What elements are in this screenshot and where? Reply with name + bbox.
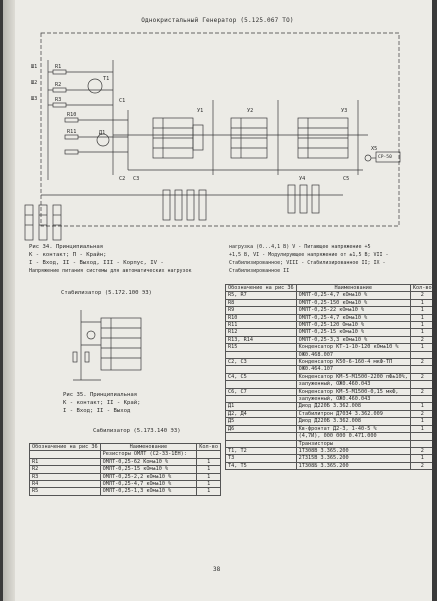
table-row: С6, С7 Конденсатор КМ-5-М1500-0,15 мкФ, 2 bbox=[226, 388, 433, 395]
label-c2: C2 bbox=[119, 176, 126, 182]
table-row: Д5 Диод Д220Б 3.362.008 1 bbox=[226, 418, 433, 425]
table-row: ОЖ0.468.007 bbox=[226, 351, 433, 358]
label-ch1: Ш1 bbox=[31, 64, 38, 70]
module-y2 bbox=[231, 118, 267, 158]
table-row: R5 ОМЛТ-0,25-1,3 кОм±10 % 1 bbox=[30, 488, 221, 495]
figure2-caption-line-1: Рис 35. Принципиальная bbox=[63, 392, 138, 398]
transistor-t1-symbol bbox=[88, 79, 102, 93]
output-connector-symbol bbox=[365, 155, 371, 161]
module-y3 bbox=[298, 118, 348, 158]
page-header: Однокристальный Генератор (5.125.067 ТО) bbox=[141, 17, 294, 24]
table-row: Д1 Диод Д220Б 3.362.008 1 bbox=[226, 403, 433, 410]
label-y2: У2 bbox=[247, 108, 254, 114]
lower-middle-blocks bbox=[163, 190, 206, 220]
schematic-frame bbox=[41, 33, 399, 226]
figure2-caption-line-2: К - контакт; II - Край; bbox=[63, 400, 141, 406]
table-row: Д6 Кв-фронтат Д2-3, 1-40-5 % 1 bbox=[226, 425, 433, 432]
table-left-header-qty: Кол-во bbox=[197, 444, 221, 451]
subtitle-stabilizer-2: Сабилизатор (5.173.140 ЭЗ) bbox=[93, 428, 181, 434]
label-r1: R1 bbox=[55, 64, 62, 70]
table-row: R1 ОМЛТ-0,25-62 Ком±10 % 1 bbox=[30, 458, 221, 465]
figure-caption-line-3: I - Вход, II - Выход, III - Корпус, IV - bbox=[29, 260, 164, 266]
figure-caption-line-4: Напряжение питания системы для автоматических нагрузок bbox=[29, 268, 192, 274]
table-row: R3 ОМЛТ-0,25-2,2 кОм±10 % 1 bbox=[30, 473, 221, 480]
label-r2: R2 bbox=[55, 82, 62, 88]
parts-table-left bbox=[29, 443, 221, 496]
table-right-header-qty: Кол-во bbox=[410, 285, 432, 292]
table-row: R8 ОМЛТ-0,25-150 кОм±10 % 1 bbox=[226, 299, 433, 306]
table-row: С4, С5 Конденсатор КМ-5-М1500-2200 пФ±10%, 2 bbox=[226, 373, 433, 380]
table-row: Резисторы ОМЛТ (С2-33-1ЕН): bbox=[30, 451, 221, 458]
right-caption-line-3: Стабилизированное; VIII - Стабилизированное II; IX - bbox=[229, 260, 386, 266]
label-y1: У1 bbox=[197, 108, 204, 114]
right-caption-line-4: Стабилизированное II bbox=[229, 268, 290, 274]
label-y4: У4 bbox=[299, 176, 306, 182]
table-left-header-name: Наименование bbox=[100, 444, 197, 451]
table-row: R12 ОМЛТ-0,25-15 кОм±10 % 1 bbox=[226, 329, 433, 336]
label-d1: Д1 bbox=[99, 130, 106, 136]
parts-table-right bbox=[225, 284, 432, 470]
label-r3: R3 bbox=[55, 97, 62, 103]
table-row: Транзисторы bbox=[226, 440, 433, 447]
right-caption-line-2: +1,5 В, VI - Модулирующее напряжение от ±1,5 В; VII - bbox=[229, 252, 389, 258]
table-row: R10 ОМЛТ-0,25-4,7 кОм±10 % 1 bbox=[226, 314, 433, 321]
table-left-header-designator: Обозначение на рис 36 bbox=[30, 444, 101, 451]
table-row: залуженный, ОЖ0.460.043 bbox=[226, 381, 433, 388]
module-y1 bbox=[153, 118, 203, 158]
label-r10: R10 bbox=[67, 112, 77, 118]
resistor-ladder bbox=[48, 60, 128, 180]
table-row: ОЖ0.464.107 bbox=[226, 366, 433, 373]
table-row: Т1, Т2 1Т308В 3.365.200 2 bbox=[226, 447, 433, 454]
table-row: R9 ОМЛТ-0,25-22 кОм±10 % 1 bbox=[226, 307, 433, 314]
table-right-header-designator: Обозначение на рис 36 bbox=[226, 285, 297, 292]
label-y3: У3 bbox=[341, 108, 348, 114]
lower-right-blocks bbox=[288, 185, 319, 213]
table-row: R2 ОМЛТ-0,25-15 кОм±10 % 1 bbox=[30, 466, 221, 473]
table-row: R15 Конденсатор КТ-1-10-120 кОм±10 % 1 bbox=[226, 344, 433, 351]
label-ch2: Ш2 bbox=[31, 80, 38, 86]
table-row: Т3 2Т315В 3.365.200 1 bbox=[226, 455, 433, 462]
figure2-caption-line-3: I - Вход; II - Выход bbox=[63, 408, 131, 414]
label-c3: C3 bbox=[133, 176, 140, 182]
page-number: 38 bbox=[213, 566, 221, 573]
label-c1: C1 bbox=[119, 98, 126, 104]
right-caption-line-1: нагрузка (0...4,1 В) V - Питающее напряжение +5 bbox=[229, 244, 371, 250]
table-row: залуженный, ОЖ0.460.043 bbox=[226, 396, 433, 403]
table-row: R11 ОМЛТ-0,25-120 Ом±10 % 1 bbox=[226, 322, 433, 329]
figure-caption-line-2: К - контакт; П - Крайн; bbox=[29, 252, 107, 258]
table-row: R5, R7 ОМЛТ-0,25-4,7 кОм±10 % 2 bbox=[226, 292, 433, 299]
lower-left-blocks bbox=[25, 205, 61, 240]
stabilizer-schematic bbox=[73, 310, 141, 380]
table-right-header-name: Наименование bbox=[296, 285, 410, 292]
table-row: R4 ОМЛТ-0,25-4,7 кОм±10 % 1 bbox=[30, 481, 221, 488]
label-c5: C5 bbox=[343, 176, 350, 182]
table-row: R13, R14 ОМЛТ-0,25-3,3 кОм±10 % 2 bbox=[226, 336, 433, 343]
figure-caption-line-1: Рис 34. Принципиальная bbox=[29, 244, 104, 250]
table-row: Д2, Д4 Стабилитрон Д7034 3.362.009 2 bbox=[226, 410, 433, 417]
label-t1: Т1 bbox=[103, 76, 110, 82]
label-xs-sub: СР-50 bbox=[378, 155, 392, 160]
label-xs: Х5 bbox=[371, 146, 378, 152]
subtitle-stabilizer: Стабилизатор (5.172.100 ЭЗ) bbox=[61, 290, 152, 296]
table-row: (4,7И), 000 000 0.471.000 bbox=[226, 433, 433, 440]
document-page bbox=[3, 0, 432, 601]
table-row: С2, С3 Конденсатор К50-6-160-4 мкФ-ТП 2 bbox=[226, 359, 433, 366]
label-r11: R11 bbox=[67, 129, 77, 135]
label-ch3: Ш3 bbox=[31, 96, 38, 102]
table-row: Т4, Т5 1Т308Б 3.365.200 2 bbox=[226, 462, 433, 469]
